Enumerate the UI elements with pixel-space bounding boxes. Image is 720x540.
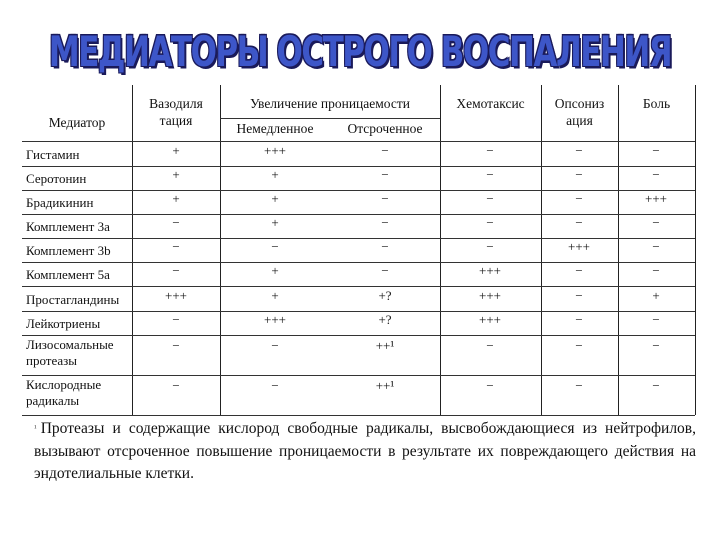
table-cell: − [172,263,180,278]
row-label: Лейкотриены [26,316,101,331]
table-cell: − [381,167,389,182]
table-cell: − [575,191,583,206]
table-cell: − [486,215,494,230]
table-cell: − [652,215,660,230]
table-cell: − [172,239,180,254]
header-opsonization-2: ация [566,113,593,128]
table-cell: − [486,167,494,182]
row-divider [22,335,695,336]
table-cell: − [486,239,494,254]
header-chemotaxis: Хемотаксис [456,96,525,111]
row-divider [22,375,695,376]
table-cell: − [652,167,660,182]
row-divider [220,118,440,119]
table-cell: + [172,191,180,206]
header-opsonization-1: Опсониз [554,96,605,111]
table-cell: + [271,215,279,230]
table-cell: − [575,378,583,393]
header-vasodilation-2: тация [159,113,193,128]
table-cell: − [381,263,389,278]
table-cell: ++¹ [375,378,395,393]
header-vasodilation-1: Вазодиля [149,96,203,111]
table-cell: + [172,167,180,182]
row-label: Комплемент 3b [26,243,111,258]
header-delayed: Отсроченное [347,121,423,136]
table-cell: − [575,143,583,158]
row-divider [22,238,695,239]
row-divider [22,190,695,191]
table-cell: +++ [479,312,501,327]
row-divider [22,214,695,215]
table-cell: +? [378,288,392,303]
table-cell: +++ [479,263,501,278]
table-cell: +++ [568,239,590,254]
mediator-table [22,85,696,415]
table-cell: − [381,143,389,158]
row-label: протеазы [26,353,78,368]
table-cell: − [652,312,660,327]
row-label: Брадикинин [26,195,94,210]
table-cell: +? [378,312,392,327]
table-cell: − [381,191,389,206]
column-divider [541,85,542,415]
footnote-marker: ¹ [34,423,37,433]
column-divider [440,85,441,415]
table-cell: + [652,288,660,303]
column-divider [618,85,619,415]
table-cell: − [575,312,583,327]
row-label: Кислородные [26,377,102,392]
title-container [0,28,720,77]
table-cell: − [172,312,180,327]
table-cell: − [652,143,660,158]
row-divider [22,166,695,167]
row-divider [22,311,695,312]
page-title: МЕДИАТОРЫ ОСТРОГО ВОСПАЛЕНИЯ [48,28,672,77]
table-cell: − [381,215,389,230]
table-cell: + [271,167,279,182]
table-cell: +++ [479,288,501,303]
table-cell: − [172,338,180,353]
table-cell: − [381,239,389,254]
table-cell: − [486,378,494,393]
footnote-text: Протеазы и содержащие кислород свободные радикалы, высвобождающиеся из нейтрофилов, вызывают отсроченное повышение проницаемости в результате их повреждающего действия на эндотелиальные клетки. [34,420,696,482]
table-cell: ++¹ [375,338,395,353]
table-cell: − [172,378,180,393]
table-cell: − [652,338,660,353]
table-cell: +++ [264,143,286,158]
table-cell: + [172,143,180,158]
row-divider [22,141,695,142]
table-cell: + [271,263,279,278]
header-mediator: Медиатор [48,115,106,130]
row-label: Серотонин [26,171,87,186]
table-cell: − [575,167,583,182]
table-cell: − [652,378,660,393]
table-cell: − [575,288,583,303]
header-immediate: Немедленное [236,121,314,136]
table-cell: + [271,191,279,206]
table-cell: − [652,239,660,254]
table-cell: − [271,378,279,393]
column-divider [132,85,133,415]
table-cell: − [575,338,583,353]
row-label: Простагландины [26,292,120,307]
column-divider [695,85,696,415]
table-cell: +++ [264,312,286,327]
table-cell: − [486,338,494,353]
row-divider [22,262,695,263]
table-cell: − [271,338,279,353]
header-pain: Боль [642,96,671,111]
footnote [34,418,696,485]
row-divider [22,415,695,416]
table-cell: + [271,288,279,303]
header-permeability: Увеличение проницаемости [249,96,410,111]
table-cell: − [575,215,583,230]
table-cell: − [486,143,494,158]
table-cell: − [271,239,279,254]
table-cell: − [172,215,180,230]
table-cell: − [486,191,494,206]
row-label: Лизосомальные [26,337,114,352]
table-cell: +++ [165,288,187,303]
table-cell: − [652,263,660,278]
table-cell: − [575,263,583,278]
table-cell: +++ [645,191,667,206]
row-label: Комплемент 3а [26,219,110,234]
row-label: радикалы [26,393,80,408]
row-label: Комплемент 5а [26,267,110,282]
row-divider [22,286,695,287]
row-label: Гистамин [26,147,80,162]
